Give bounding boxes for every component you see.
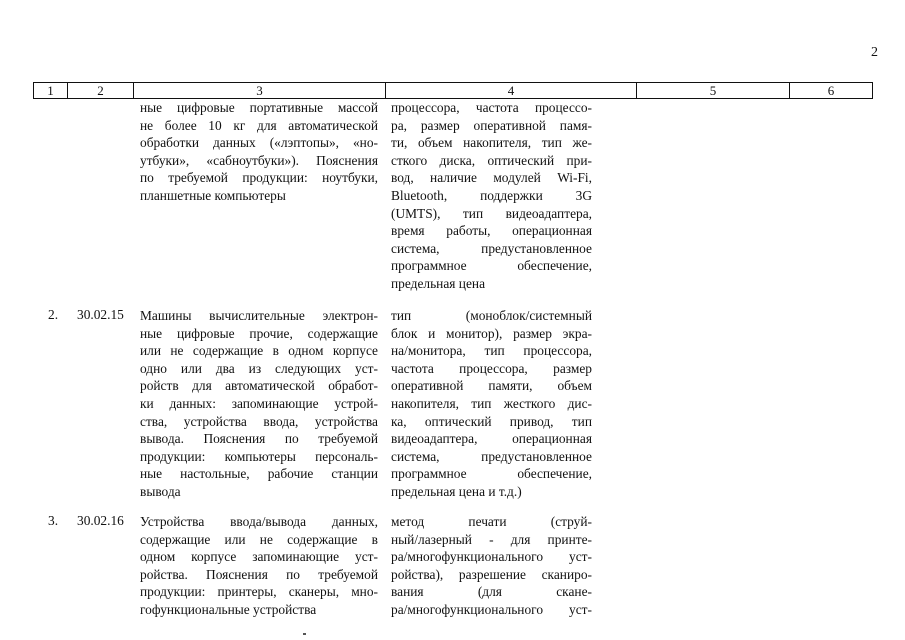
text-line: ки данных: запоминающие устрой- — [140, 395, 378, 411]
text-line: вывода. Пояснения по требуемой — [140, 431, 378, 447]
text-line: система, предустановленное — [391, 448, 592, 464]
text-line: на/монитора, тип процессора, — [391, 343, 592, 359]
header-col-2: 2 — [68, 83, 134, 98]
text-line: ные настольные, рабочие станции — [140, 466, 378, 482]
text-line: Устройства ввода/вывода данных, — [140, 514, 378, 529]
text-line: тип (моноблок/системный — [391, 308, 592, 323]
row-3-code: 30.02.16 — [77, 513, 124, 528]
header-col-3: 3 — [134, 83, 386, 98]
row-3-description — [140, 513, 378, 619]
table-header — [33, 82, 873, 99]
text-line: продукции: компьютеры персональ- — [140, 448, 378, 464]
row-3-number: 3. — [48, 513, 59, 528]
scan-artifact — [303, 633, 306, 635]
text-line: ные цифровые портативные массой — [140, 100, 378, 115]
row-2-number: 2. — [48, 307, 59, 322]
row-3-characteristics — [391, 513, 592, 619]
text-line: система, предустановленное — [391, 240, 592, 256]
text-line: по требуемой продукции: ноутбуки, — [140, 170, 378, 186]
text-line: оперативной памяти, объем — [391, 378, 592, 394]
text-line: утбуки», «сабноутбуки»). Пояснения — [140, 152, 378, 168]
text-line: одно или два из следующих уст- — [140, 360, 378, 376]
text-line: гофункциональные устройства — [140, 601, 317, 617]
text-line: вывода — [140, 483, 181, 499]
text-line: программное обеспечение, — [391, 466, 592, 482]
text-line: предельная цена — [391, 275, 486, 291]
text-line: ра, размер оперативной памя- — [391, 117, 592, 133]
text-line: Bluetooth, поддержки 3G — [391, 187, 592, 203]
text-line: ка, оптический привод, тип — [391, 413, 592, 429]
text-line: видеоадаптера, операционная — [391, 431, 592, 447]
text-line: содержащие или не содержащие в — [140, 531, 378, 547]
text-line: ства, устройства ввода, устройства — [140, 413, 378, 429]
text-line: планшетные компьютеры — [140, 187, 286, 203]
header-col-5: 5 — [637, 83, 790, 98]
text-line: ные цифровые прочие, содержащие — [140, 325, 378, 341]
text-line: ра/многофункционального уст- — [391, 601, 592, 617]
text-line: обработки данных («лэптопы», «но- — [140, 135, 378, 151]
text-line: ройств для автоматической обработ- — [140, 378, 378, 394]
text-line: или не содержащие в одном корпусе — [140, 343, 378, 359]
text-line: ройства), разрешение сканиро- — [391, 566, 592, 582]
page-number: 2 — [871, 45, 878, 60]
text-line: программное обеспечение, — [391, 258, 592, 274]
text-line: частота процессора, размер — [391, 360, 592, 376]
text-line: Машины вычислительные электрон- — [140, 308, 378, 323]
row-1-characteristics — [391, 99, 592, 293]
text-line: время работы, операционная — [391, 223, 592, 239]
text-line: вод, наличие модулей Wi-Fi, — [391, 170, 592, 186]
text-line: сткого диска, оптический при- — [391, 152, 592, 168]
text-line: ра/многофункционального уст- — [391, 549, 592, 565]
header-col-6: 6 — [827, 83, 835, 98]
row-2-description — [140, 307, 378, 501]
text-line: метод печати (струй- — [391, 514, 592, 529]
text-line: ройства. Пояснения по требуемой — [140, 566, 378, 582]
text-line: ный/лазерный - для принте- — [391, 531, 592, 547]
header-col-4: 4 — [386, 83, 637, 98]
text-line: накопителя, тип жесткого дис- — [391, 395, 592, 411]
text-line: предельная цена и т.д.) — [391, 483, 522, 499]
row-1-description — [140, 99, 378, 205]
text-line: (UMTS), тип видеоадаптера, — [391, 205, 592, 221]
text-line: не более 10 кг для автоматической — [140, 117, 378, 133]
text-line: одном корпусе запоминающие уст- — [140, 549, 378, 565]
text-line: процессора, частота процессо- — [391, 100, 592, 115]
row-2-code: 30.02.15 — [77, 307, 124, 322]
text-line: ти, объем накопителя, тип же- — [391, 135, 592, 151]
text-line: блок и монитор), размер экра- — [391, 325, 592, 341]
text-line: вания (для скане- — [391, 584, 592, 600]
text-line: продукции: принтеры, сканеры, мно- — [140, 584, 378, 600]
row-2-characteristics — [391, 307, 592, 501]
header-col-1: 1 — [34, 83, 68, 98]
